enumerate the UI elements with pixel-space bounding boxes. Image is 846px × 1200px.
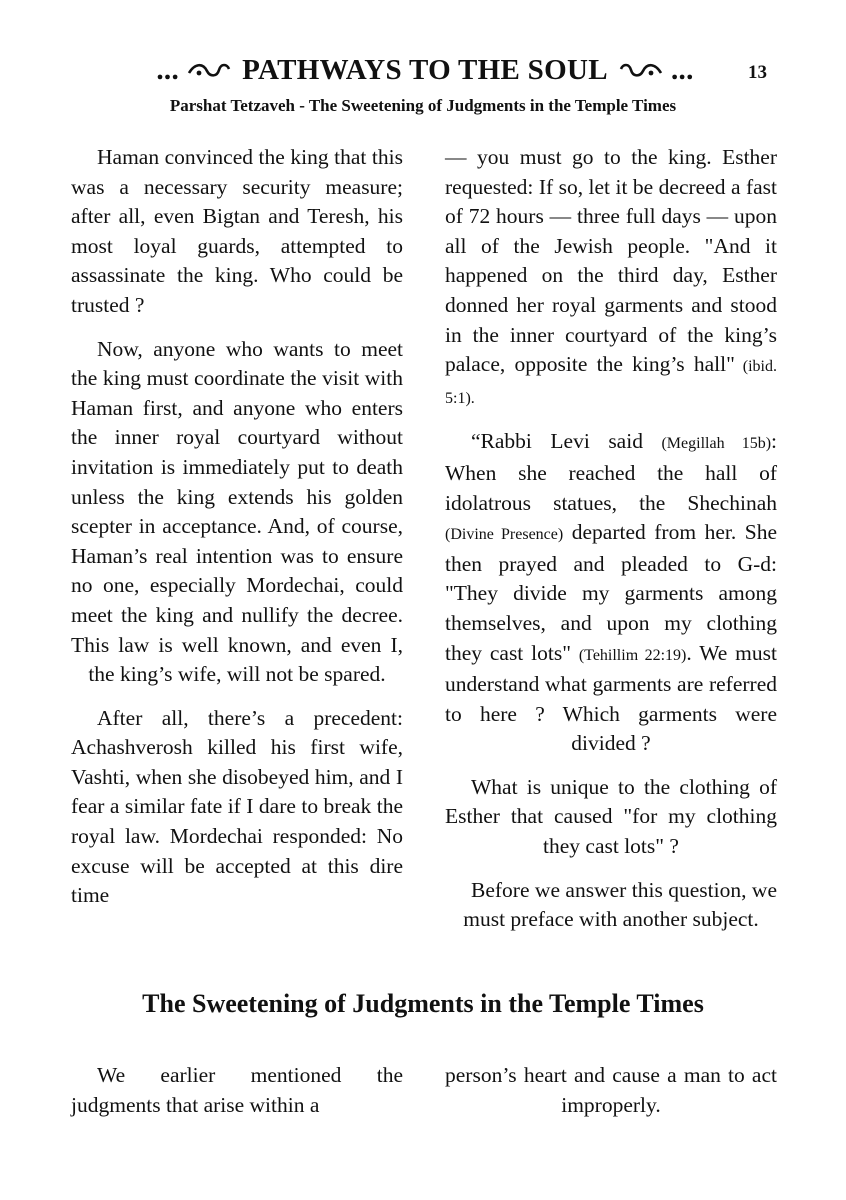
left-flourish-icon (187, 59, 231, 81)
paragraph: What is unique to the clothing of Esther that caused "for my clothing they cast lots" ? (445, 774, 777, 859)
citation: (Divine Presence) (445, 526, 564, 544)
left-column (71, 143, 403, 925)
paragraph: Haman convinced the king that this was a necessary security measure; after all, even Bigtan and Teresh, his most loyal guards, attempted to assassinate the king. Who could be trusted ? (71, 145, 403, 317)
running-header (120, 52, 730, 87)
paragraph (445, 427, 777, 759)
left-dots: ... (156, 53, 180, 86)
paragraph (445, 143, 777, 413)
right-flourish-icon (619, 59, 663, 81)
right-dots: ... (670, 53, 694, 86)
chapter-subtitle: Parshat Tetzaveh - The Sweetening of Judgments in the Temple Times (169, 96, 677, 115)
section-left-column (71, 1061, 403, 1134)
citation: (Tehillim 22:19) (578, 646, 687, 664)
paragraph: Now, anyone who wants to meet the king must coordinate the visit with Haman first, and anyone who enters the inner royal courtyard without invitation is immediately put to death unless the king extends his golden scepter in acceptance. And, of course, Haman’s real intention was to ensure no one, especially Mordechai, could meet the king and nullify the decree. This law is well known, and even I, the king’s wife, will not be spared. (71, 336, 403, 687)
paragraph-text: departed from her. She then prayed and pleaded to G-d: "They divide my garments among themselves, and upon my clothing they cast lots" (445, 520, 778, 665)
paragraph-text: — you must go to the king. Esther requested: If so, let it be decreed a fast of 72 hours — three full days — upon all of the Jewish people. "And it happened on the third day, Esther donned her royal garments and stood in the inner courtyard of the king’s palace, opposite the king’s hall" (445, 145, 777, 377)
paragraph-text: “Rabbi Levi said (471, 429, 662, 454)
section-right-column (445, 1061, 777, 1134)
section-heading: The Sweetening of Judgments in the Temple Times (142, 989, 704, 1018)
paragraph-text: : When she reached the hall of idolatrous statues, the Shechinah (445, 429, 778, 515)
right-column (445, 143, 777, 949)
citation: (ibid. 5:1). (445, 358, 777, 407)
page-number: 13 (748, 62, 767, 83)
paragraph: We earlier mentioned the judgments that arise within a (71, 1063, 403, 1117)
paragraph: After all, there’s a precedent: Achashverosh killed his first wife, Vashti, when she disobeyed him, and I fear a similar fate if I dare to break the royal law. Mordechai responded: No excuse will be accepted at this dire time (71, 705, 403, 908)
paragraph: person’s heart and cause a man to act improperly. (445, 1063, 777, 1117)
paragraph: Before we answer this question, we must preface with another subject. (463, 877, 777, 932)
paragraph-text: . We must understand what garments are referred to here ? Which garments were divided ? (445, 640, 777, 756)
header-title: PATHWAYS TO THE SOUL (242, 53, 608, 86)
citation: (Megillah 15b) (661, 435, 772, 453)
